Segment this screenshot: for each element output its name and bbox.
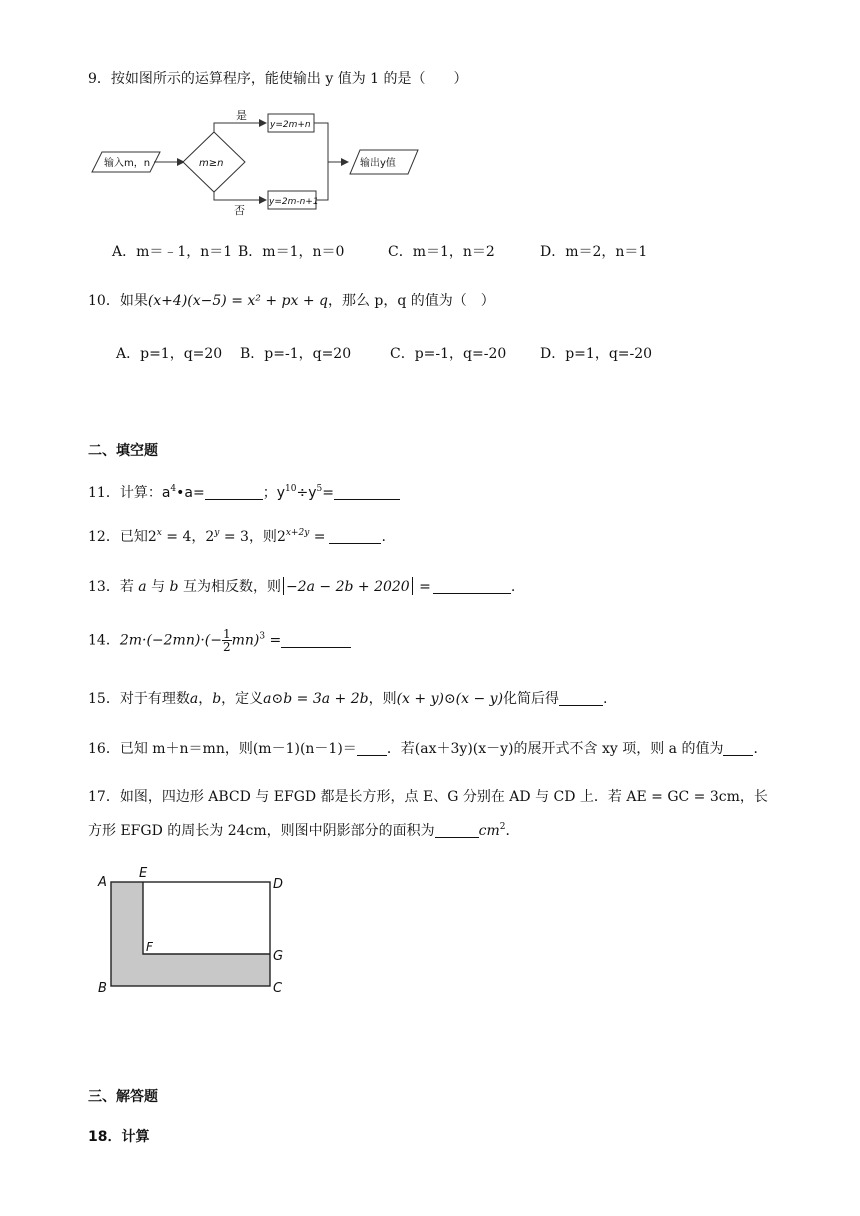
q13-a: a [138,579,147,595]
q11-y-exp1: 10 [285,484,297,494]
q15-b: b [212,691,222,707]
q13 [88,576,515,596]
flow-yes-label: 是 [236,109,247,122]
q12-e1: 2 [147,529,157,545]
q16-blank-2[interactable] [723,741,753,756]
q14-exp: 3 [259,631,266,642]
q11-sep: ； [262,485,277,501]
q12-end: . [381,529,386,545]
q15-blank[interactable] [559,691,603,706]
q10-num: 10．如果 [88,293,148,309]
q12-e2-val: = 3 [219,529,249,545]
q13-expr: −2a − 2b + 2020 [285,579,410,595]
label-e: E [139,866,148,881]
q10-option-d: D．p=1，q=-20 [540,346,653,362]
q13-abs-left [283,577,284,595]
flow-input-label: 输入m，n [104,158,151,169]
flow-no-label: 否 [234,204,245,217]
q12-e2: 2 [205,529,215,545]
q17-unit-exp: 2 [499,822,506,832]
q12-comma: ， [191,529,206,545]
q17-unit: cm [478,823,500,839]
q9-option-a: A．m＝﹣1，n＝1 [112,244,233,260]
q14-blank[interactable] [281,633,351,648]
q11-blank-2[interactable] [334,485,400,500]
q13-b: b [169,579,179,595]
q11-y: y [276,485,286,501]
q15-c1: ， [198,691,213,707]
q17-line2 [88,820,519,840]
q17-blank[interactable] [435,823,479,838]
q15-def: a⊙b = 3a + 2b [263,691,369,707]
q11-blank-1[interactable] [205,485,263,500]
label-a: A [98,875,107,890]
q9-flowchart [88,100,428,230]
q15-end: . [603,691,608,707]
q12-e1-exp: x [156,528,162,538]
rect-efgd [143,882,270,954]
q13-end: . [510,579,516,595]
section-solve-title: 三、解答题 [88,1089,158,1105]
q11-a: a [161,485,171,501]
q9-option-b: B．m＝1，n＝0 [238,244,345,260]
q9-option-d: D．m＝2，n＝1 [540,244,648,260]
q15-expr: (x + y)⊙(x − y) [396,691,504,707]
q12-e3: 2 [276,529,286,545]
q14-frac-num: 1 [222,627,231,641]
q12-then: ，则 [248,529,277,545]
q10-option-a: A．p=1，q=20 [116,346,223,362]
flow-condition-label: m≥n [199,158,224,169]
q14 [88,628,351,653]
q14-expr2: mn) [231,632,260,649]
q10-stem [88,290,495,310]
q14-fraction [222,628,232,653]
q17-end: ． [505,823,520,839]
q17-figure [92,862,302,1002]
q15-pre: 15．对于有理数 [88,691,190,707]
flow-output-label: 输出y值 [360,158,396,169]
q10-tail: ，那么 p，q 的值为（ ） [327,293,495,309]
q13-eq: = [414,579,431,595]
q16-mid: ．若(ax＋3y)(x－y)的展开式不含 xy 项，则 a 的值为 [386,741,724,757]
q12-e3-exp: x+2y [285,528,310,538]
q11-a-rest: •a= [176,485,205,501]
q16 [88,738,767,758]
q16-pre: 16．已知 m＋n＝mn，则(m－1)(n－1)＝ [88,741,357,757]
shaded-region [111,882,270,986]
q13-abs-right [412,577,413,595]
q13-blank[interactable] [433,579,511,594]
q12-e1-val: = 4 [161,529,192,545]
q18-title: 18．计算 [88,1129,150,1145]
q16-blank-1[interactable] [357,741,387,756]
q10-expr: (x+4)(x−5) = x² + px + q [147,293,328,309]
label-c: C [273,981,283,996]
q15 [88,688,608,708]
q15-tail: 化简后得 [503,691,560,707]
q13-pre: 13．若 [88,579,139,595]
q15-c2: ，定义 [221,691,264,707]
q12 [88,526,386,546]
flow-box-no-label: y=2m-n+1 [269,197,319,207]
q17-line1: 17．如图，四边形 ABCD 与 EFGD 都是长方形，点 E、G 分别在 AD 与 CD 上．若 AE = GC = 3cm，长 [88,789,768,805]
q11 [88,482,400,502]
q16-end: ． [753,741,768,757]
q11-y-rest: = [322,485,334,501]
q15-a: a [189,691,199,707]
label-f: F [146,940,153,954]
q11-a-exp: 4 [170,484,177,494]
q14-eq: = [265,632,282,649]
q12-e2-exp: y [214,528,220,538]
q11-y-mid: ÷y [296,485,317,501]
q10-option-c: C．p=-1，q=-20 [390,346,507,362]
label-d: D [273,877,284,892]
q15-then: ，则 [368,691,397,707]
q10-option-b: B．p=-1，q=20 [240,346,352,362]
q13-mid2: 互为相反数，则 [178,579,281,595]
q14-num: 14． [88,632,120,649]
label-b: B [98,981,107,996]
q11-num: 11．计算： [88,485,162,501]
q11-y-exp2: 5 [316,484,323,494]
q12-e3-eq: = [309,529,326,545]
q14-expr1: 2m·(−2mn)·(− [119,632,222,649]
section-fill-in-title: 二、填空题 [88,443,158,459]
q9-option-c: C．m＝1，n＝2 [388,244,495,260]
q17-line2a: 方形 EFGD 的周长为 24cm，则图中阴影部分的面积为 [88,823,435,839]
q9-stem: 9．按如图所示的运算程序，能使输出 y 值为 1 的是（ ） [88,71,468,87]
flow-box-yes-label: y=2m+n [270,120,311,130]
q13-mid1: 与 [146,579,170,595]
q14-frac-den: 2 [222,640,231,654]
label-g: G [273,949,284,964]
q12-blank[interactable] [329,529,381,544]
q12-num: 12．已知 [88,529,148,545]
